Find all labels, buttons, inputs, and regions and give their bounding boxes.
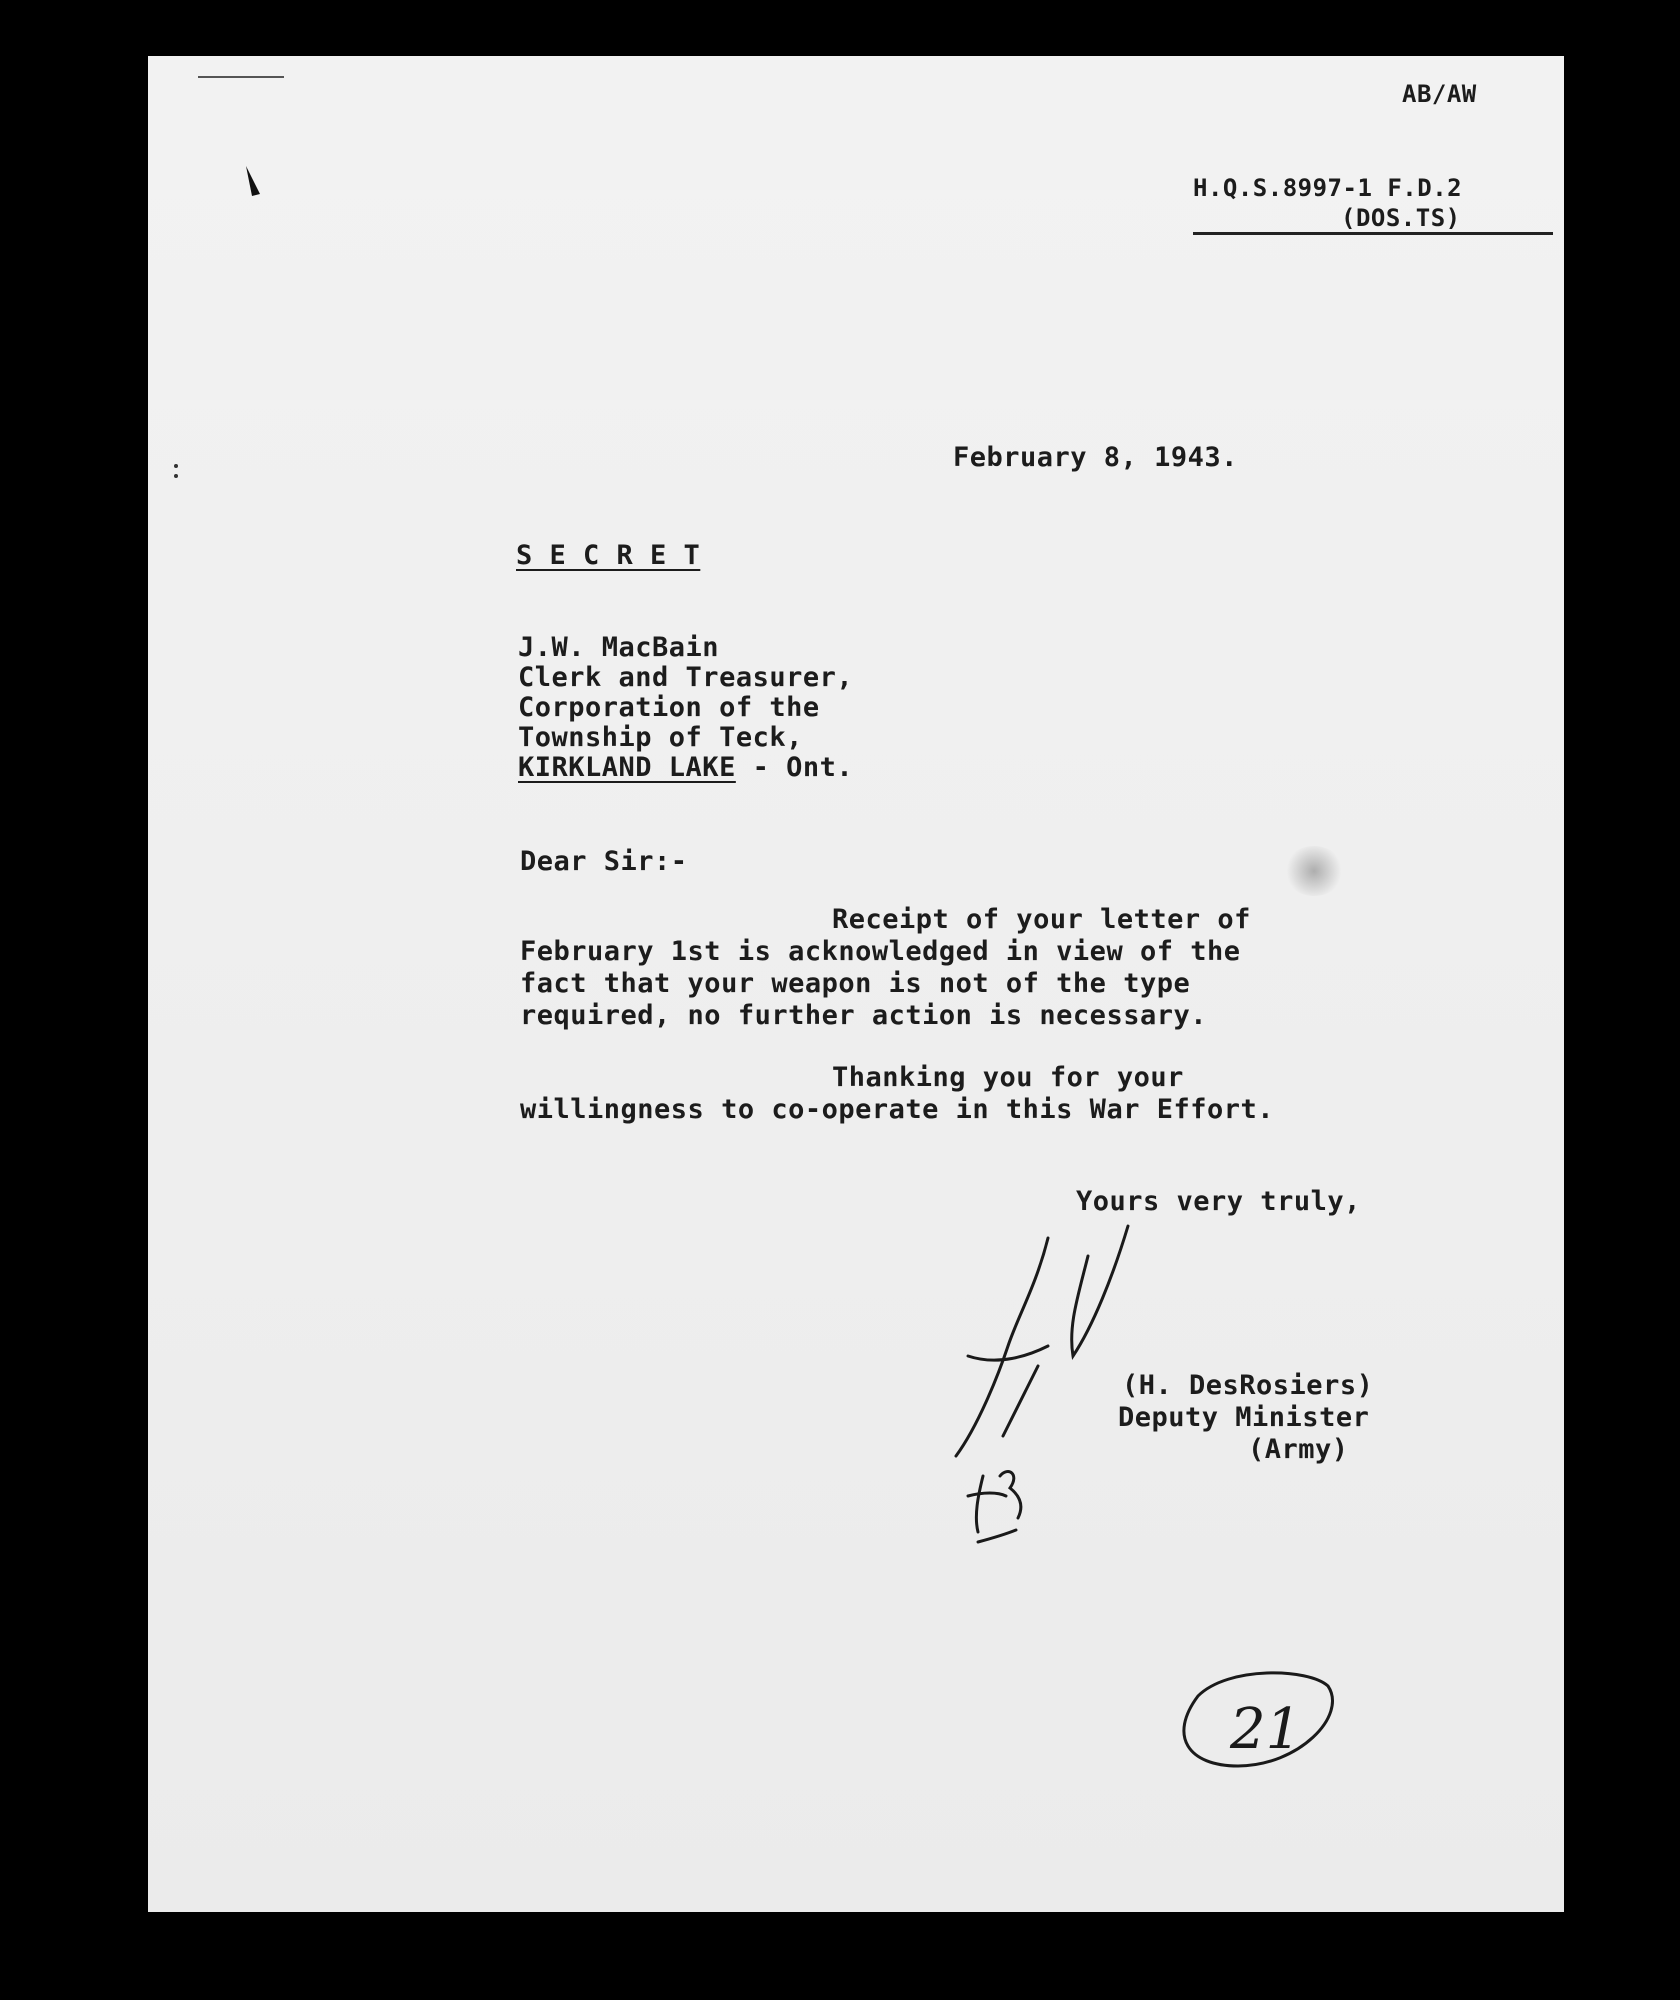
handwriting-layer xyxy=(148,56,1564,1912)
file-reference-line1: H.Q.S.8997-1 F.D.2 xyxy=(1193,174,1463,202)
classification-label: S E C R E T xyxy=(516,540,701,571)
page-number-text: 21 xyxy=(1230,1697,1302,1762)
recipient-name: J.W. MacBain xyxy=(518,632,720,663)
body-line: Thanking you for your xyxy=(832,1062,1184,1093)
paper-speck xyxy=(174,474,178,478)
letter-page xyxy=(148,56,1564,1912)
closing: Yours very truly, xyxy=(1076,1186,1361,1217)
paper-speck xyxy=(174,464,178,468)
body-line: fact that your weapon is not of the type xyxy=(520,968,1191,999)
body-line: February 1st is acknowledged in view of the xyxy=(520,936,1241,967)
recipient-city: KIRKLAND LAKE xyxy=(518,752,736,783)
body-line: willingness to co-operate in this War Effort. xyxy=(520,1094,1274,1125)
body-line: required, no further action is necessary. xyxy=(520,1000,1207,1031)
signatory-title: Deputy Minister xyxy=(1118,1402,1370,1433)
file-reference-line2: (DOS.TS) xyxy=(1341,204,1461,232)
salutation: Dear Sir:- xyxy=(520,846,688,877)
signatory-branch: (Army) xyxy=(1248,1434,1349,1465)
recipient-org-line2: Township of Teck, xyxy=(518,722,803,753)
ink-blot xyxy=(246,166,260,196)
recipient-org-line1: Corporation of the xyxy=(518,692,820,723)
letter-date: February 8, 1943. xyxy=(953,442,1238,473)
typist-initials: AB/AW xyxy=(1402,80,1477,108)
signatory-name: (H. DesRosiers) xyxy=(1122,1370,1374,1401)
handwritten-signature xyxy=(956,1226,1128,1456)
recipient-title: Clerk and Treasurer, xyxy=(518,662,854,693)
body-line: Receipt of your letter of xyxy=(832,904,1251,935)
recipient-province: - Ont. xyxy=(735,752,854,783)
handwritten-initials xyxy=(968,1472,1021,1542)
